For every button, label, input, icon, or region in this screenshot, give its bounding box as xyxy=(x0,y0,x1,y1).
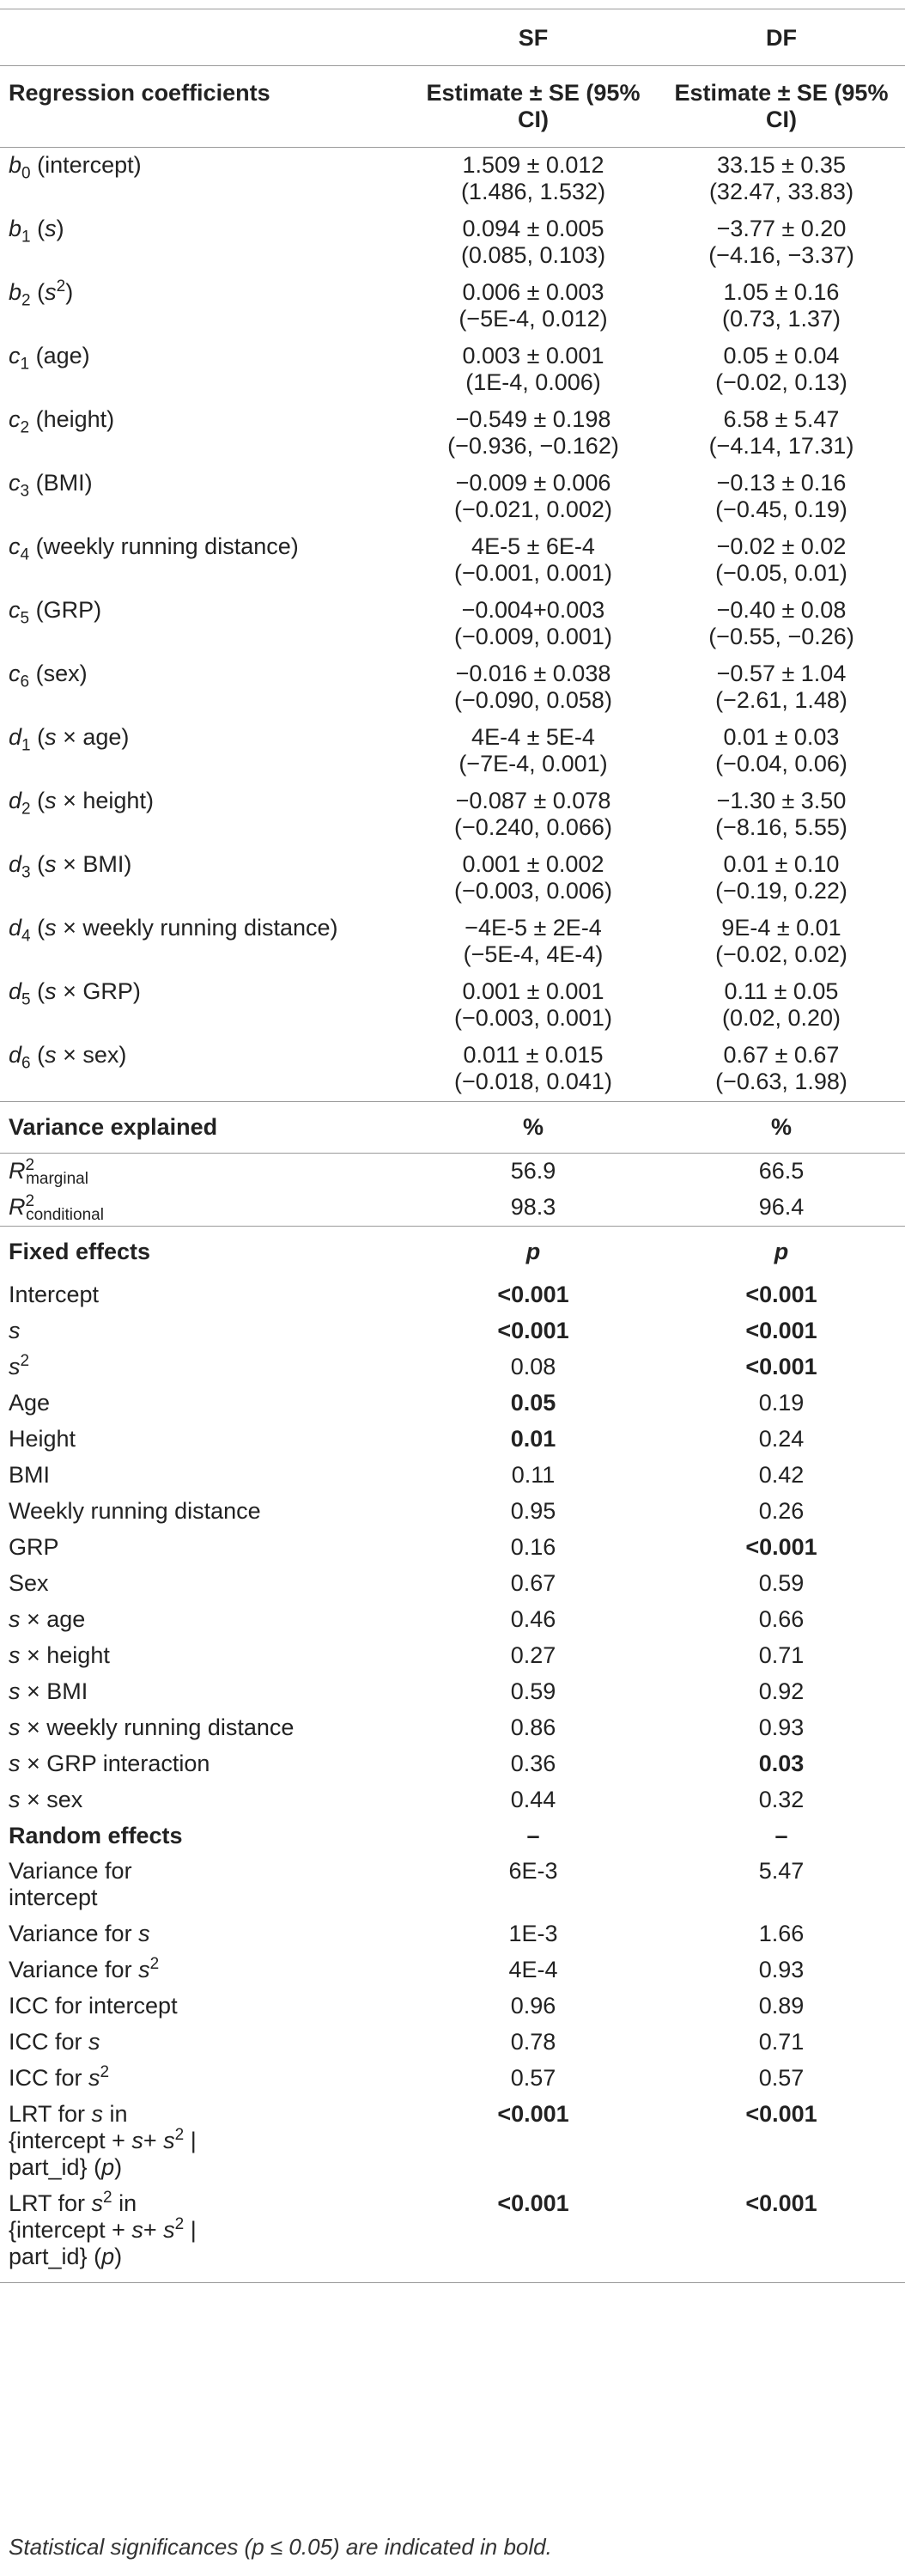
coefficient-label: $c_3$ (BMI) xyxy=(9,470,93,501)
random-heading: Random effects xyxy=(9,1823,183,1848)
df-p-value: 0.66 xyxy=(758,1606,805,1632)
random-effect-row xyxy=(0,2025,905,2061)
variance-row xyxy=(0,1154,905,1191)
fixed-effect-label: Weekly running distance xyxy=(9,1498,261,1524)
random-effect-row xyxy=(0,1952,905,1988)
sf-random-value: 4E-4 xyxy=(508,1957,558,1982)
fixed-effect-label: s xyxy=(9,1318,21,1343)
coefficient-row xyxy=(0,847,905,910)
coefficient-label: $c_5$ (GRP) xyxy=(9,597,102,628)
fixed-effect-label: s × sex xyxy=(9,1787,83,1812)
sf-estimate: −4E-5 ± 2E-4 (−5E-4, 4E-4) xyxy=(463,915,604,967)
df-estimate: 0.01 ± 0.10 (−0.19, 0.22) xyxy=(715,851,847,904)
coefficient-row xyxy=(0,529,905,593)
random-effect-label: Variance for $s^2$ xyxy=(9,1955,160,1982)
fixed-effect-label: s × BMI xyxy=(9,1678,88,1704)
fixed-effect-label: Age xyxy=(9,1390,51,1416)
coefficient-row xyxy=(0,783,905,847)
coefficient-label: $d_6$ (s × sex) xyxy=(0,1038,409,1102)
fixed-effect-row xyxy=(0,1746,905,1782)
random-effect-row xyxy=(0,2097,905,2186)
df-estimate: −0.40 ± 0.08 (−0.55, −0.26) xyxy=(708,597,854,649)
coefficient-row xyxy=(0,720,905,783)
random-effect-label: ICC for s xyxy=(9,2029,100,2055)
sf-p-value: 0.36 xyxy=(510,1751,556,1776)
df-p-value: 0.71 xyxy=(758,1642,805,1668)
df-p-value: 0.92 xyxy=(758,1678,805,1704)
df-estimate: −0.13 ± 0.16 (−0.45, 0.19) xyxy=(715,470,847,522)
coefficient-row xyxy=(0,338,905,402)
sf-p-value: 0.95 xyxy=(510,1498,556,1524)
df-p-value: 0.26 xyxy=(758,1498,805,1524)
fixed-effect-row xyxy=(0,1638,905,1674)
sf-p-value: 0.08 xyxy=(510,1354,556,1379)
df-random-value: 5.47 xyxy=(758,1858,805,1884)
random-effect-row xyxy=(0,1854,905,1916)
fixed-effect-row xyxy=(0,1458,905,1494)
random-effect-label: Variance for intercept xyxy=(9,1858,132,1910)
regression-heading: Regression coefficients xyxy=(0,66,409,148)
sf-random-value: 6E-3 xyxy=(508,1858,558,1884)
random-header-row xyxy=(0,1818,905,1854)
random-effect-label: ICC for intercept xyxy=(9,1993,178,2019)
fixed-effect-label: s × weekly running distance xyxy=(9,1714,295,1740)
column-header-row xyxy=(0,9,905,66)
sf-p-value: <0.001 xyxy=(497,1318,569,1343)
variance-label: $R^2_{marginal}$ xyxy=(9,1156,88,1189)
sf-estimate: 0.094 ± 0.005 (0.085, 0.103) xyxy=(460,216,606,268)
sf-estimate: 1.509 ± 0.012 (1.486, 1.532) xyxy=(460,152,606,204)
header-col1 xyxy=(0,9,409,66)
coefficient-row xyxy=(0,593,905,656)
df-estimate: 0.67 ± 0.67 (−0.63, 1.98) xyxy=(658,1038,905,1102)
coefficient-label: $d_2$ (s × height) xyxy=(9,788,154,819)
df-random-value: 0.93 xyxy=(758,1957,805,1982)
sf-estimate: 0.001 ± 0.001 (−0.003, 0.001) xyxy=(454,978,612,1031)
coefficient-row xyxy=(0,275,905,338)
fixed-effect-row xyxy=(0,1710,905,1746)
df-estimate: 33.15 ± 0.35 (32.47, 33.83) xyxy=(708,152,854,204)
random-effect-row xyxy=(0,1916,905,1952)
fixed-effect-row xyxy=(0,1385,905,1422)
sf-random-value: <0.001 xyxy=(497,2101,569,2127)
sf-random-value: 1E-3 xyxy=(508,1921,558,1946)
sf-estimate: 4E-4 ± 5E-4 (−7E-4, 0.001) xyxy=(459,724,608,776)
df-p-value: 0.32 xyxy=(758,1787,805,1812)
coefficient-label: $c_2$ (height) xyxy=(9,406,115,437)
fixed-effect-label: s × age xyxy=(9,1606,86,1632)
random-effect-row xyxy=(0,2061,905,2097)
random-effect-row xyxy=(0,1988,905,2025)
df-variance: 96.4 xyxy=(658,1190,905,1227)
df-estimate: 6.58 ± 5.47 (−4.14, 17.31) xyxy=(708,406,854,459)
df-p-value: 0.93 xyxy=(758,1714,805,1740)
coefficient-label: $d_1$ (s × age) xyxy=(9,724,130,755)
coefficient-row xyxy=(0,211,905,275)
sf-p-value: 0.59 xyxy=(510,1678,556,1704)
coefficient-label: $d_4$ (s × weekly running distance) xyxy=(9,915,338,946)
df-random-value: 0.89 xyxy=(758,1993,805,2019)
df-p-value: <0.001 xyxy=(745,1354,817,1379)
table-body xyxy=(0,9,905,2283)
coefficient-row xyxy=(0,974,905,1038)
fixed-effect-row xyxy=(0,1349,905,1385)
fixed-effect-label: GRP xyxy=(9,1534,59,1560)
df-random-value: 1.66 xyxy=(758,1921,805,1946)
df-p-value: 0.42 xyxy=(758,1462,805,1488)
variance-col3: % xyxy=(658,1102,905,1154)
results-table xyxy=(0,9,905,2283)
sf-estimate: −0.009 ± 0.006 (−0.021, 0.002) xyxy=(454,470,612,522)
sf-p-value: 0.05 xyxy=(510,1390,556,1416)
coefficient-label: $c_4$ (weekly running distance) xyxy=(9,533,299,564)
df-p-value: <0.001 xyxy=(745,1318,817,1343)
df-estimate: −0.02 ± 0.02 (−0.05, 0.01) xyxy=(715,533,847,586)
fixed-effect-label: BMI xyxy=(9,1462,51,1488)
df-p-value: 0.24 xyxy=(758,1426,805,1452)
sf-estimate: 0.011 ± 0.015 (−0.018, 0.041) xyxy=(409,1038,658,1102)
df-estimate: 9E-4 ± 0.01 (−0.02, 0.02) xyxy=(715,915,847,967)
df-p-value: <0.001 xyxy=(745,1534,817,1560)
fixed-effect-label: s × GRP interaction xyxy=(9,1751,210,1776)
sf-estimate: −0.087 ± 0.078 (−0.240, 0.066) xyxy=(454,788,612,840)
fixed-effect-label: s × height xyxy=(9,1642,110,1668)
coefficient-row xyxy=(0,466,905,529)
sf-estimate: −0.004+0.003 (−0.009, 0.001) xyxy=(454,597,612,649)
coefficient-label: $d_5$ (s × GRP) xyxy=(9,978,141,1009)
df-random-value: <0.001 xyxy=(745,2101,817,2127)
df-estimate: −0.57 ± 1.04 (−2.61, 1.48) xyxy=(715,661,847,713)
sf-random-value: 0.57 xyxy=(510,2065,556,2091)
df-random-value: <0.001 xyxy=(658,2186,905,2283)
sf-variance: 98.3 xyxy=(409,1190,658,1227)
df-p-value: <0.001 xyxy=(745,1282,817,1307)
fixed-effect-row xyxy=(0,1422,905,1458)
variance-label: $R^2_{conditional}$ xyxy=(0,1190,409,1227)
fixed-effect-row xyxy=(0,1313,905,1349)
df-p-value: 0.59 xyxy=(758,1570,805,1596)
coefficient-row xyxy=(0,656,905,720)
fixed-effect-label: Sex xyxy=(9,1570,49,1596)
df-random-value: 0.57 xyxy=(758,2065,805,2091)
regression-col3: Estimate ± SE (95% CI) xyxy=(658,66,905,148)
sf-p-value: 0.27 xyxy=(510,1642,556,1668)
sf-estimate: 0.006 ± 0.003 (−5E-4, 0.012) xyxy=(459,279,608,332)
fixed-effect-row xyxy=(0,1277,905,1313)
header-df: DF xyxy=(658,9,905,66)
random-effect-label: LRT for s in {intercept + $s+ s^2$ | part_id} (p) xyxy=(9,2101,197,2180)
sf-estimate: −0.549 ± 0.198 (−0.936, −0.162) xyxy=(447,406,619,459)
fixed-heading: Fixed effects xyxy=(9,1239,151,1264)
fixed-effect-label: $s^2$ xyxy=(9,1352,30,1379)
fixed-header-row xyxy=(0,1227,905,1278)
random-effect-label: LRT for $s^2$ in {intercept + $s+ s^2$ | part_id} (p) xyxy=(0,2186,409,2283)
regression-header-row xyxy=(0,66,905,148)
coefficient-label: $b_2$ $(s^2)$ xyxy=(9,277,74,310)
random-col3: – xyxy=(774,1823,788,1848)
sf-estimate: 0.003 ± 0.001 (1E-4, 0.006) xyxy=(462,343,604,395)
df-estimate: 0.01 ± 0.03 (−0.04, 0.06) xyxy=(715,724,847,776)
coefficient-label: $b_1$ (s) xyxy=(9,216,64,247)
df-estimate: 1.05 ± 0.16 (0.73, 1.37) xyxy=(721,279,841,332)
coefficient-label: $c_1$ (age) xyxy=(9,343,90,374)
sf-p-value: 0.67 xyxy=(510,1570,556,1596)
coefficient-row xyxy=(0,148,905,212)
fixed-effect-row xyxy=(0,1674,905,1710)
df-variance: 66.5 xyxy=(758,1158,805,1184)
sf-p-value: 0.16 xyxy=(510,1534,556,1560)
coefficient-label: $c_6$ (sex) xyxy=(9,661,88,691)
df-estimate: 0.11 ± 0.05 (0.02, 0.20) xyxy=(721,978,841,1031)
fixed-effect-label: Height xyxy=(9,1426,76,1452)
fixed-effect-row xyxy=(0,1566,905,1602)
coefficient-row xyxy=(0,910,905,974)
sf-estimate: 0.001 ± 0.002 (−0.003, 0.006) xyxy=(454,851,612,904)
fixed-effect-label: Intercept xyxy=(9,1282,100,1307)
variance-col2: % xyxy=(409,1102,658,1154)
random-effect-row xyxy=(0,2186,905,2283)
sf-p-value: 0.11 xyxy=(511,1462,556,1488)
coefficient-label: $d_3$ (s × BMI) xyxy=(9,851,132,882)
sf-p-value: 0.86 xyxy=(510,1714,556,1740)
variance-heading: Variance explained xyxy=(0,1102,409,1154)
random-effect-label: ICC for $s^2$ xyxy=(9,2063,110,2091)
random-effect-label: Variance for s xyxy=(9,1921,150,1946)
coefficient-row xyxy=(0,1038,905,1102)
df-estimate: −1.30 ± 3.50 (−8.16, 5.55) xyxy=(715,788,847,840)
table-footnote: Statistical significances (p ≤ 0.05) are indicated in bold. xyxy=(9,2534,552,2560)
fixed-effect-row xyxy=(0,1530,905,1566)
fixed-effect-row xyxy=(0,1494,905,1530)
sf-estimate: −0.016 ± 0.038 (−0.090, 0.058) xyxy=(454,661,612,713)
df-random-value: 0.71 xyxy=(758,2029,805,2055)
fixed-effect-row xyxy=(0,1602,905,1638)
sf-random-value: 0.96 xyxy=(510,1993,556,2019)
sf-estimate: 4E-5 ± 6E-4 (−0.001, 0.001) xyxy=(454,533,612,586)
coefficient-label: $b_0$ (intercept) xyxy=(9,152,142,183)
random-col2: – xyxy=(526,1823,540,1848)
sf-p-value: 0.44 xyxy=(510,1787,556,1812)
variance-row xyxy=(0,1190,905,1227)
fixed-col3: p xyxy=(774,1239,789,1264)
df-p-value: 0.03 xyxy=(758,1751,805,1776)
regression-col2: Estimate ± SE (95% CI) xyxy=(409,66,658,148)
sf-p-value: 0.01 xyxy=(510,1426,556,1452)
sf-p-value: <0.001 xyxy=(497,1282,569,1307)
sf-random-value: 0.78 xyxy=(510,2029,556,2055)
sf-p-value: 0.46 xyxy=(510,1606,556,1632)
header-sf: SF xyxy=(409,9,658,66)
variance-header-row xyxy=(0,1102,905,1154)
coefficient-row xyxy=(0,402,905,466)
sf-random-value: <0.001 xyxy=(409,2186,658,2283)
fixed-col2: p xyxy=(525,1239,541,1264)
df-estimate: 0.05 ± 0.04 (−0.02, 0.13) xyxy=(715,343,847,395)
fixed-effect-row xyxy=(0,1782,905,1818)
sf-variance: 56.9 xyxy=(510,1158,556,1184)
df-p-value: 0.19 xyxy=(758,1390,805,1416)
df-estimate: −3.77 ± 0.20 (−4.16, −3.37) xyxy=(708,216,854,268)
